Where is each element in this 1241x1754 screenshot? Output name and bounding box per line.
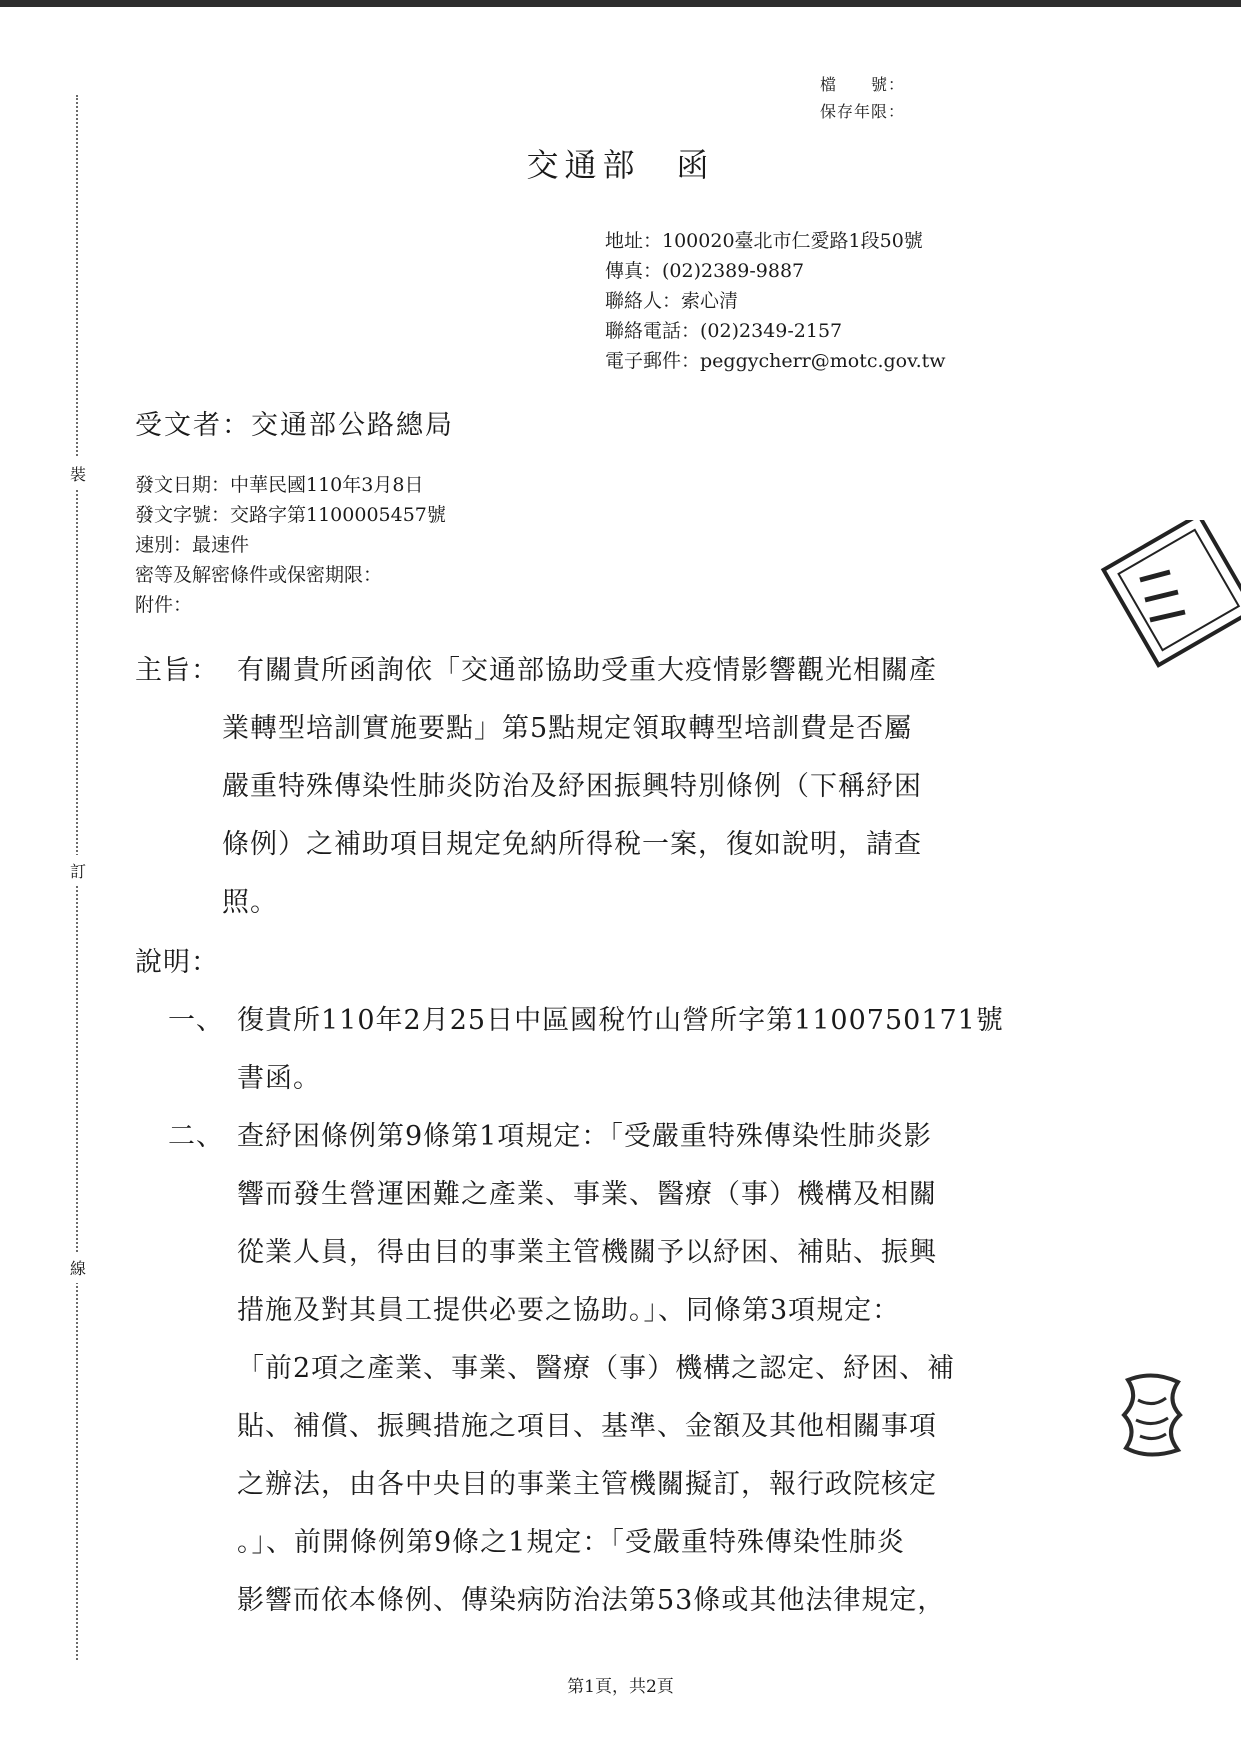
contact-person: 聯絡人：索心清 <box>605 290 739 312</box>
speed-class: 速別：最速件 <box>135 534 250 556</box>
received-stamp-mark <box>1100 520 1241 670</box>
item-marker-2: 二、 <box>168 1121 224 1152</box>
explanation-line: 。」、前開條例第9條之1規定：「受嚴重特殊傳染性肺炎 <box>237 1527 905 1558</box>
title-doc-type: 函 <box>676 146 715 184</box>
binding-mark-ding: 訂 <box>66 855 90 886</box>
archive-retention: 保存年限： <box>820 102 906 121</box>
subject-line: 嚴重特殊傳染性肺炎防治及紓困振興特別條例（下稱紓困 <box>222 771 922 802</box>
subject-line: 業轉型培訓實施要點」第5點規定領取轉型培訓費是否屬 <box>222 713 913 744</box>
explanation-line: 貼、補償、振興措施之項目、基準、金額及其他相關事項 <box>237 1411 937 1442</box>
explanation-line: 復貴所110年2月25日中區國稅竹山營所字第1100750171號 <box>237 1005 1004 1036</box>
explanation-line: 影響而依本條例、傳染病防治法第53條或其他法律規定， <box>237 1585 946 1616</box>
seal-fragment-mark <box>1118 1370 1188 1460</box>
subject-line: 條例）之補助項目規定免納所得稅一案，復如說明，請查 <box>222 829 922 860</box>
page-number: 第1頁，共2頁 <box>567 1677 674 1697</box>
subject-label: 主旨： <box>135 655 219 686</box>
classification: 密等及解密條件或保密期限： <box>135 564 383 586</box>
attachment: 附件： <box>135 594 193 616</box>
doc-number: 發文字號：交路字第1100005457號 <box>135 504 446 526</box>
recipient: 受文者：交通部公路總局 <box>135 410 454 441</box>
contact-phone: 聯絡電話：(02)2349-2157 <box>605 320 843 342</box>
binding-mark-xian: 線 <box>66 1252 90 1283</box>
explanation-line: 之辦法，由各中央目的事業主管機關擬訂，報行政院核定 <box>237 1469 937 1500</box>
explanation-line: 措施及對其員工提供必要之協助。」、同條第3項規定： <box>237 1295 901 1326</box>
contact-address: 地址：100020臺北市仁愛路1段50號 <box>605 230 923 252</box>
contact-fax: 傳真：(02)2389-9887 <box>605 260 805 282</box>
explanation-line: 從業人員，得由目的事業主管機關予以紓困、補貼、振興 <box>237 1237 937 1268</box>
explanation-line: 查紓困條例第9條第1項規定：「受嚴重特殊傳染性肺炎影 <box>237 1121 932 1152</box>
document-title <box>0 140 1241 186</box>
explanation-line: 響而發生營運困難之產業、事業、醫療（事）機構及相關 <box>237 1179 937 1210</box>
subject-line: 有關貴所函詢依「交通部協助受重大疫情影響觀光相關產 <box>237 655 937 686</box>
explanation-label: 說明： <box>135 947 219 978</box>
top-border <box>0 0 1241 7</box>
issue-date: 發文日期：中華民國110年3月8日 <box>135 474 424 496</box>
binding-mark-zhuang: 裝 <box>66 458 90 489</box>
contact-email: 電子郵件：peggycherr@motc.gov.tw <box>605 350 946 372</box>
subject-line: 照。 <box>222 887 278 918</box>
explanation-line: 書函。 <box>237 1063 321 1094</box>
archive-file-no: 檔 號： <box>820 75 906 94</box>
explanation-line: 「前2項之產業、事業、醫療（事）機構之認定、紓困、補 <box>237 1353 956 1384</box>
title-agency: 交通部 <box>526 146 641 184</box>
item-marker-1: 一、 <box>168 1005 224 1036</box>
